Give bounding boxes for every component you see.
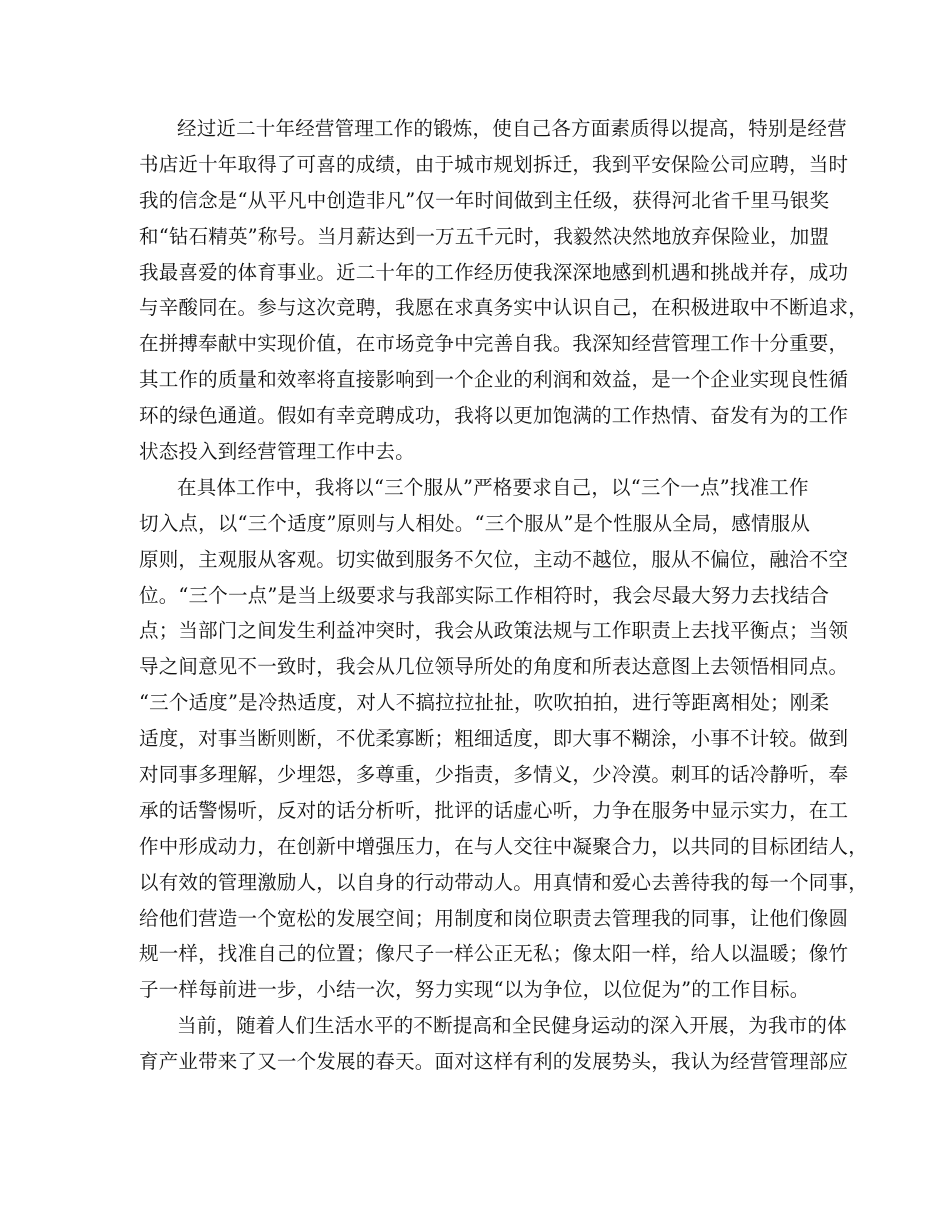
text-line: 承的话警惕听，反对的话分析听，批评的话虚心听，力争在服务中显示实力，在工 (139, 798, 849, 822)
text-line: 状态投入到经营管理工作中去。 (139, 440, 415, 464)
document-body (139, 111, 868, 1080)
text-line: 给他们营造一个宽松的发展空间；用制度和岗位职责去管理我的同事，让他们像圆 (139, 906, 849, 930)
text-line: 在拼搏奉献中实现价值，在市场竞争中完善自我。我深知经营管理工作十分重要， (139, 332, 849, 356)
text-line: 当前，随着人们生活水平的不断提高和全民健身运动的深入开展，为我市的体 (177, 1014, 847, 1038)
text-line: 我的信念是“从平凡中创造非凡”仅一年时间做到主任级，获得河北省千里马银奖 (139, 188, 830, 212)
text-line: 书店近十年取得了可喜的成绩，由于城市规划拆迁，我到平安保险公司应聘，当时 (139, 152, 849, 176)
text-line: 对同事多理解，少埋怨，多尊重，少指责，多情义，少冷漠。刺耳的话冷静听，奉 (139, 763, 849, 787)
text-line: 作中形成动力，在创新中增强压力，在与人交往中凝聚合力，以共同的目标团结人， (139, 834, 868, 858)
text-line: 导之间意见不一致时，我会从几位领导所处的角度和所表达意图上去领悟相同点。 (139, 655, 849, 679)
text-line: 我最喜爱的体育事业。近二十年的工作经历使我深深地感到机遇和挑战并存，成功 (139, 260, 849, 284)
text-line: 规一样，找准自己的位置；像尺子一样公正无私；像太阳一样，给人以温暖；像竹 (139, 942, 849, 966)
text-line: 适度，对事当断则断，不优柔寡断；粗细适度，即大事不糊涂，小事不计较。做到 (139, 727, 849, 751)
text-line: 原则，主观服从客观。切实做到服务不欠位，主动不越位，服从不偏位，融洽不空 (139, 547, 849, 571)
text-line: 其工作的质量和效率将直接影响到一个企业的利润和效益，是一个企业实现良性循 (139, 368, 849, 392)
text-line: “三个适度”是冷热适度，对人不搞拉拉扯扯，吹吹拍拍，进行等距离相处；刚柔 (139, 691, 830, 715)
text-line: 以有效的管理激励人，以自身的行动带动人。用真情和爱心去善待我的每一个同事， (139, 870, 868, 894)
text-line: 经过近二十年经营管理工作的锻炼，使自己各方面素质得以提高，特别是经营 (177, 117, 847, 140)
text-line: 切入点，以“三个适度”原则与人相处。“三个服从”是个性服从全局，感情服从 (139, 511, 811, 535)
text-line: 和“钻石精英”称号。当月薪达到一万五千元时，我毅然决然地放弃保险业，加盟 (139, 224, 830, 248)
text-line: 与辛酸同在。参与这次竞聘，我愿在求真务实中认识自己，在积极进取中不断追求， (139, 296, 868, 320)
text-line: 环的绿色通道。假如有幸竞聘成功，我将以更加饱满的工作热情、奋发有为的工作 (139, 404, 849, 428)
text-line: 子一样每前进一步，小结一次，努力实现“以为争位，以位促为”的工作目标。 (139, 978, 810, 1002)
text-line: 在具体工作中，我将以“三个服从”严格要求自己，以“三个一点”找准工作 (177, 475, 809, 499)
text-line: 点；当部门之间发生利益冲突时，我会从政策法规与工作职责上去找平衡点；当领 (139, 619, 849, 643)
text-line: 育产业带来了又一个发展的春天。面对这样有利的发展势头，我认为经营管理部应 (139, 1050, 849, 1074)
text-line: 位。“三个一点”是当上级要求与我部实际工作相符时，我会尽最大努力去找结合 (139, 583, 830, 607)
